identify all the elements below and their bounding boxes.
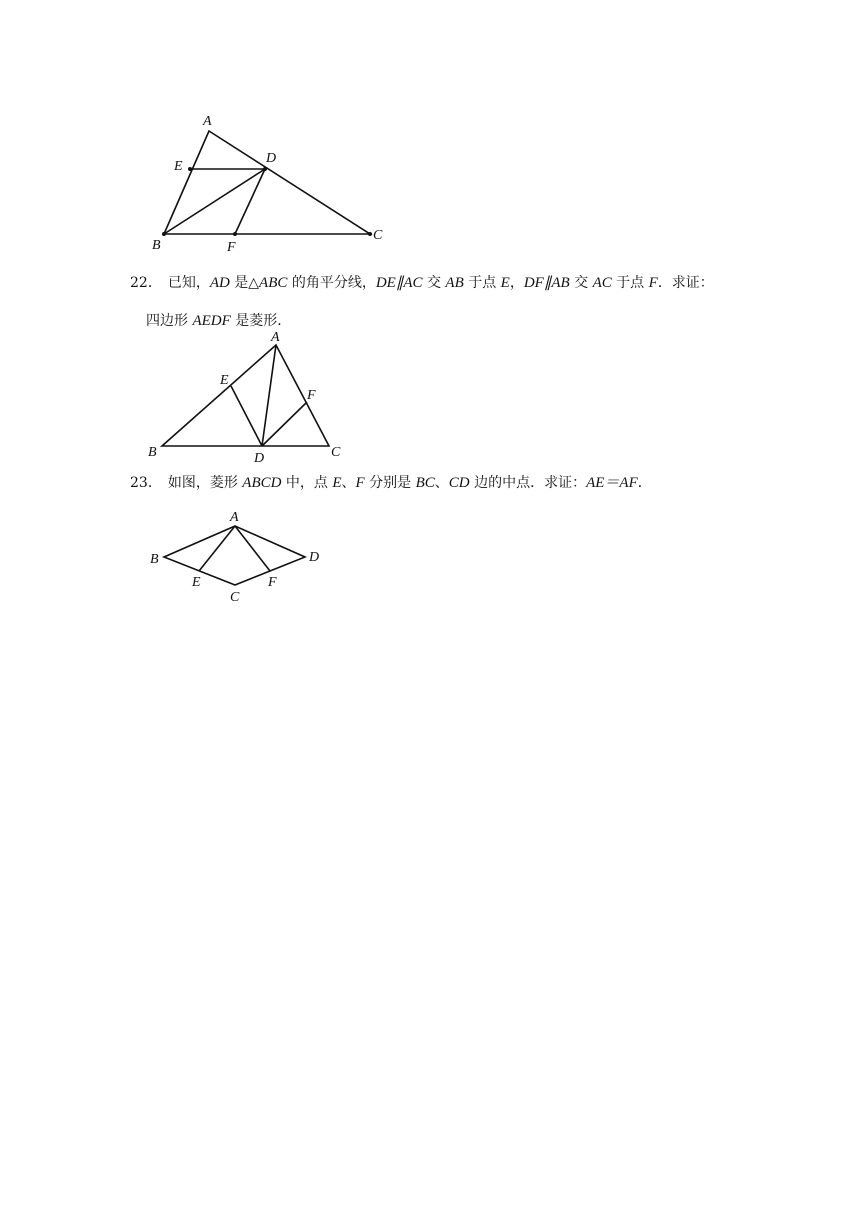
text: 于点 [611, 275, 649, 291]
text: ． [637, 475, 652, 491]
math: DF∥AB [523, 275, 570, 291]
text: 四边形 [146, 313, 193, 329]
label-f: F [268, 575, 277, 590]
label-d: D [309, 550, 320, 565]
label-e: E [220, 373, 229, 388]
label-c: C [331, 445, 341, 460]
label-f: F [307, 388, 316, 403]
text: 于点 [463, 275, 501, 291]
math: F [355, 475, 365, 491]
segment-ae [199, 526, 235, 571]
math: ABC [259, 275, 288, 291]
label-a: A [230, 510, 239, 525]
text: 、 [434, 475, 449, 491]
text: 中，点 [281, 475, 333, 491]
text: 已知， [167, 275, 210, 291]
math: E [500, 275, 510, 291]
label-e: E [174, 159, 183, 174]
text: 边的中点．求证： [469, 475, 587, 491]
label-b: B [152, 238, 161, 253]
text: 是菱形． [230, 313, 292, 329]
label-c: C [230, 590, 240, 605]
text: ， [509, 275, 524, 291]
problem-number: 23． [130, 475, 162, 491]
label-c: C [373, 228, 383, 243]
math: AD [209, 275, 230, 291]
math: E [332, 475, 342, 491]
segment-af [235, 526, 270, 571]
math: ABCD [242, 475, 282, 491]
label-a: A [271, 330, 280, 345]
label-b: B [150, 552, 159, 567]
label-f: F [227, 240, 236, 255]
text: 是△ [229, 275, 260, 291]
math: AC [592, 275, 612, 291]
text: 、 [341, 475, 356, 491]
problem-number: 22． [130, 275, 162, 291]
math: AB [445, 275, 464, 291]
text: 如图，菱形 [167, 475, 243, 491]
text: 交 [422, 275, 446, 291]
text: 分别是 [364, 475, 416, 491]
math: DE∥AC [375, 275, 423, 291]
label-b: B [148, 445, 157, 460]
math: AE＝AF [586, 475, 638, 491]
text: 交 [569, 275, 593, 291]
math: F [648, 275, 658, 291]
math: CD [448, 475, 470, 491]
label-e: E [192, 575, 201, 590]
label-d: D [254, 451, 265, 466]
label-a: A [203, 114, 212, 129]
text: 的角平分线， [287, 275, 376, 291]
math: BC [415, 475, 435, 491]
text: ．求证： [657, 275, 714, 291]
rhombus-abcd [164, 526, 305, 585]
math: AEDF [192, 313, 231, 329]
label-d: D [266, 151, 277, 166]
